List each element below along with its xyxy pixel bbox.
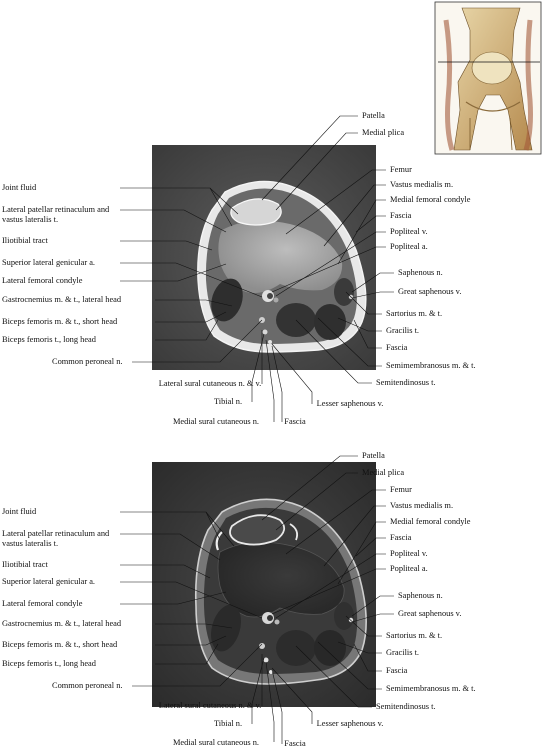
label-medial-sural-cutaneous: Medial sural cutaneous n. <box>172 738 260 747</box>
label-lateral-sural-cutaneous: Lateral sural cutaneous n. & v. <box>158 379 262 388</box>
label-gracilis-t: Gracilis t. <box>386 648 420 657</box>
label-semitendinosus-t: Semitendinosus t. <box>376 378 436 387</box>
label-lateral-sural-cutaneous: Lateral sural cutaneous n. & v. <box>158 701 262 710</box>
label-common-peroneal-n: Common peroneal n. <box>52 357 123 366</box>
label-vastus-lateralis-t: vastus lateralis t. <box>2 215 59 224</box>
label-gracilis-t: Gracilis t. <box>386 326 420 335</box>
label-great-saphenous-v: Great saphenous v. <box>398 287 462 296</box>
label-medial-plica: Medial plica <box>362 468 405 477</box>
label-popliteal-v: Popliteal v. <box>390 227 428 236</box>
label-saphenous-n: Saphenous n. <box>398 268 443 277</box>
label-popliteal-v: Popliteal v. <box>390 549 428 558</box>
label-biceps-femoris-long-head: Biceps femoris t., long head <box>2 335 96 344</box>
label-fascia-bottom: Fascia <box>284 739 306 748</box>
label-popliteal-a: Popliteal a. <box>390 564 428 573</box>
label-vastus-medialis-m: Vastus medialis m. <box>390 501 454 510</box>
label-biceps-femoris-long-head: Biceps femoris t., long head <box>2 659 96 668</box>
label-medial-plica: Medial plica <box>362 128 405 137</box>
label-medial-femoral-condyle: Medial femoral condyle <box>390 195 471 204</box>
label-medial-femoral-condyle: Medial femoral condyle <box>390 517 471 526</box>
label-patella: Patella <box>362 111 385 120</box>
label-gastrocnemius-lateral-head: Gastrocnemius m. & t., lateral head <box>2 295 122 304</box>
label-sartorius: Sartorius m. & t. <box>386 309 443 318</box>
label-fascia-1: Fascia <box>390 533 412 542</box>
label-common-peroneal-n: Common peroneal n. <box>52 681 123 690</box>
knee-anatomy-thumbnail <box>435 2 541 154</box>
label-semimembranosus: Semimembranosus m. & t. <box>386 684 476 693</box>
label-medial-sural-cutaneous: Medial sural cutaneous n. <box>172 417 260 426</box>
label-saphenous-n: Saphenous n. <box>398 591 443 600</box>
label-lesser-saphenous-v: Lesser saphenous v. <box>316 719 384 728</box>
label-semimembranosus: Semimembranosus m. & t. <box>386 361 476 370</box>
label-biceps-femoris-short-head: Biceps femoris m. & t., short head <box>2 317 118 326</box>
label-lateral-patellar-retinaculum: Lateral patellar retinaculum and <box>2 205 110 214</box>
label-biceps-femoris-short-head: Biceps femoris m. & t., short head <box>2 640 118 649</box>
label-tibial-n: Tibial n. <box>213 719 243 728</box>
label-tibial-n: Tibial n. <box>213 397 243 406</box>
label-patella: Patella <box>362 451 385 460</box>
label-lateral-femoral-condyle: Lateral femoral condyle <box>2 599 83 608</box>
label-femur: Femur <box>390 485 412 494</box>
label-vastus-medialis-m: Vastus medialis m. <box>390 180 454 189</box>
label-semitendinosus-t: Semitendinosus t. <box>376 702 436 711</box>
label-gastrocnemius-lateral-head: Gastrocnemius m. & t., lateral head <box>2 619 122 628</box>
label-superior-lateral-genicular-a: Superior lateral genicular a. <box>2 258 96 267</box>
label-popliteal-a: Popliteal a. <box>390 242 428 251</box>
mri-image-top <box>152 145 376 370</box>
label-joint-fluid: Joint fluid <box>2 507 37 516</box>
label-sartorius: Sartorius m. & t. <box>386 631 443 640</box>
label-superior-lateral-genicular-a: Superior lateral genicular a. <box>2 577 96 586</box>
label-vastus-lateralis-t: vastus lateralis t. <box>2 539 59 548</box>
label-lesser-saphenous-v: Lesser saphenous v. <box>316 399 384 408</box>
mri-image-bottom <box>152 462 376 707</box>
label-fascia-1: Fascia <box>390 211 412 220</box>
label-fascia-2: Fascia <box>386 343 408 352</box>
label-femur: Femur <box>390 165 412 174</box>
label-great-saphenous-v: Great saphenous v. <box>398 609 462 618</box>
label-fascia-2: Fascia <box>386 666 408 675</box>
label-joint-fluid: Joint fluid <box>2 183 37 192</box>
label-iliotibial-tract: Iliotibial tract <box>2 236 48 245</box>
label-iliotibial-tract: Iliotibial tract <box>2 560 48 569</box>
label-lateral-femoral-condyle: Lateral femoral condyle <box>2 276 83 285</box>
label-lateral-patellar-retinaculum: Lateral patellar retinaculum and <box>2 529 110 538</box>
label-fascia-bottom: Fascia <box>284 417 306 426</box>
